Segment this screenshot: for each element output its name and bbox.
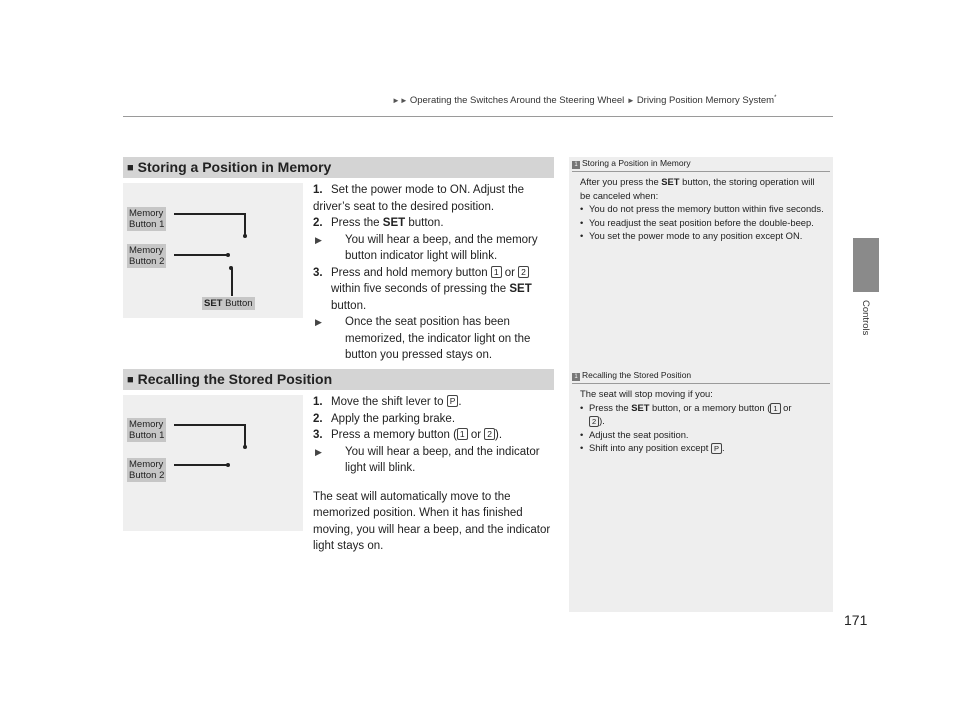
label-memory-button-1: Memory Button 1	[129, 208, 165, 230]
label-memory-button-2: Memory Button 2	[129, 245, 165, 267]
label-set-button: SET Button	[204, 298, 253, 309]
arrow-icon: ►►	[392, 96, 408, 106]
note-rule	[572, 171, 830, 172]
label-memory-button-1: Memory Button 1	[129, 419, 165, 441]
steps-recalling	[313, 394, 553, 555]
step-3: 3. Press a memory button ( 1 or 2 ).	[313, 429, 503, 441]
park-position-icon: P	[711, 443, 722, 454]
label-memory-button-2: Memory Button 2	[129, 459, 165, 481]
asterisk: *	[774, 95, 777, 101]
memory-button-1-icon: 1	[770, 403, 780, 414]
step-2: 2. Press the SET button.	[313, 217, 444, 229]
note-heading: 1 Recalling the Stored Position	[572, 370, 830, 381]
step-1: 1. Move the shift lever to P .	[313, 396, 462, 408]
leader-dot	[243, 445, 247, 449]
leader-line	[244, 213, 246, 235]
breadcrumb-part2: Driving Position Memory System	[636, 95, 775, 107]
note-icon: 1	[572, 373, 580, 381]
leader-line	[174, 213, 244, 215]
section-heading-storing: ■ Storing a Position in Memory	[123, 157, 554, 178]
step-3-result: ▶ You will hear a beep, and the indicator light will blink.	[315, 445, 540, 474]
square-bullet-icon: ■	[127, 162, 134, 174]
square-bullet-icon: ■	[127, 374, 134, 386]
note-rule	[572, 383, 830, 384]
memory-button-2-icon: 2	[484, 428, 495, 440]
section-heading-recalling: ■ Recalling the Stored Position	[123, 369, 554, 390]
step-2: 2. Apply the parking brake.	[313, 412, 456, 425]
note-storing: 1 Storing a Position in Memory After you press the SET button, the storing operation will be canceled when: • You do not press the memory button within five seconds. • You readjust the seat position before the double-beep. • You set the power mode to any position except ON.	[572, 158, 830, 243]
leader-line	[174, 464, 227, 466]
figure-memory-buttons-2	[123, 395, 303, 531]
leader-line	[174, 254, 227, 256]
leader-line	[244, 424, 246, 446]
header-rule	[123, 116, 833, 117]
figure-memory-buttons-1	[123, 183, 303, 318]
park-position-icon: P	[447, 395, 459, 407]
step-1: 1. Set the power mode to ON. Adjust the driver’s seat to the desired position.	[313, 184, 525, 213]
memory-button-1-icon: 1	[491, 266, 502, 278]
step-2-result: ▶ You will hear a beep, and the memory button indicator light will blink.	[315, 233, 538, 262]
breadcrumb	[392, 95, 776, 106]
breadcrumb-part1: Operating the Switches Around the Steering Wheel	[409, 95, 625, 107]
steps-storing: 1. Set the power mode to ON. Adjust the driver’s seat to the desired position. 2. Press the SET button. ▶ You will hear a beep, and the memory button indicator light will blink. 3. Press and hold memory button 1 or 2 within five seconds of pressing the SET button. ▶ Once the seat position has been memorized, the indicator light on the button you pressed stays on.	[313, 182, 553, 364]
note-icon: 1	[572, 161, 580, 169]
leader-dot	[243, 234, 247, 238]
side-tab-label: Controls	[860, 300, 871, 336]
note-recalling: 1 Recalling the Stored Position The seat will stop moving if you: • Press the SET button, or a memory button ( 1 or 2 ). • Adjust the seat position. • Shift into any position except P .	[572, 370, 830, 455]
recall-paragraph: The seat will automatically move to the memorized position. When it has finished moving, you will hear a beep, and the indicator light stays on.	[313, 490, 551, 552]
memory-button-2-icon: 2	[589, 416, 599, 427]
side-tab-marker	[853, 238, 879, 292]
arrow-icon: ▶	[315, 317, 322, 327]
step-3: 3. Press and hold memory button 1 or 2	[313, 265, 553, 282]
note-heading: 1 Storing a Position in Memory	[572, 158, 830, 169]
leader-dot	[226, 253, 230, 257]
leader-line	[174, 424, 244, 426]
leader-line	[231, 268, 233, 296]
memory-button-1-icon: 1	[457, 428, 468, 440]
arrow-icon: ▶	[315, 234, 322, 245]
leader-dot	[226, 463, 230, 467]
memory-button-2-icon: 2	[518, 266, 529, 278]
arrow-icon: ▶	[315, 446, 322, 457]
step-3-result: ▶ Once the seat position has been memorized, the indicator light on the button you pressed stays on.	[315, 316, 531, 361]
page-number: 171	[844, 612, 868, 628]
arrow-icon: ►	[626, 96, 635, 106]
